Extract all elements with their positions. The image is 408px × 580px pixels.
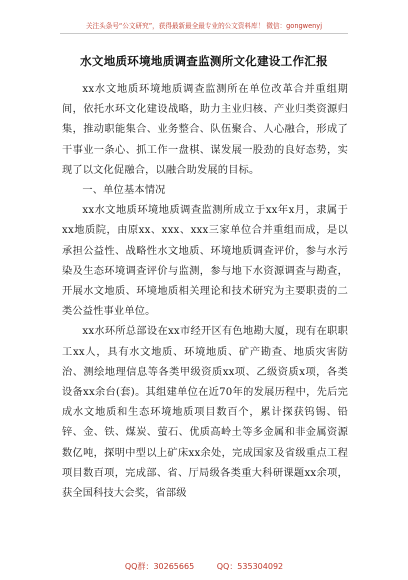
footer-qq-group: QQ群：30265665: [124, 562, 195, 571]
document-body: [62, 80, 348, 504]
paragraph-basic-info: xx水文地质环境地质调查监测所成立于xx年x月，隶属于xx地质院，由原xx、xxx、xxx三家单位合并重组而成，是以承担公益性、战略性水文地质、环境地质调查评价，参与水污染及生态环境调查评价与监测，参与地下水资源调查与勘查，开展水文地质、环境地质相关理论和技术研究为主要职责的二类公益性事业单位。: [62, 205, 348, 318]
paragraph-headquarters: xx水环所总部设在xx市经开区有色地勘大厦，现有在职职工xx人，具有水文地质、环境地质、矿产勘查、地质灾害防治、测绘地理信息等各类甲级资质xx项、乙级资质x项，各类设备xx余台(套)。其组建单位在近70年的发展历程中，先后完成水文地质和生态环境地质项目数百个，累计探获钨锡、铅锌、金、铁、煤炭、萤石、优质高岭土等多金属和非金属资源数亿吨，探明中型以上矿床xx余处，完成国家及省级重点工程项目数百项，完成部、省、厅局级各类重大科研课题xx余项，获全国科技大会奖，省部级: [62, 326, 348, 500]
section-heading: 一、单位基本情况: [82, 185, 166, 197]
footer-qq: QQ：535304092: [216, 562, 284, 571]
header-divider: [60, 33, 348, 34]
footer-contact: [0, 561, 408, 572]
document-title: 水文地质环境地质调查监测所文化建设工作汇报: [80, 54, 328, 68]
paragraph-intro: xx水文地质环境地质调查监测所在单位改革合并重组期间，依托水环文化建设战略，助力主业归核、产业归类资源归集，推动职能集合、业务整合、队伍聚合、人心融合，形成了干事业一条心、抓工作一盘棋、谋发展一股劲的良好态势，实现了以文化促融合，以融合助发展的目标。: [62, 84, 348, 176]
header-banner: 关注头条号“公文研究”，获得最新最全最专业的公文资料库！ 微信：gongwenyj: [85, 22, 323, 30]
